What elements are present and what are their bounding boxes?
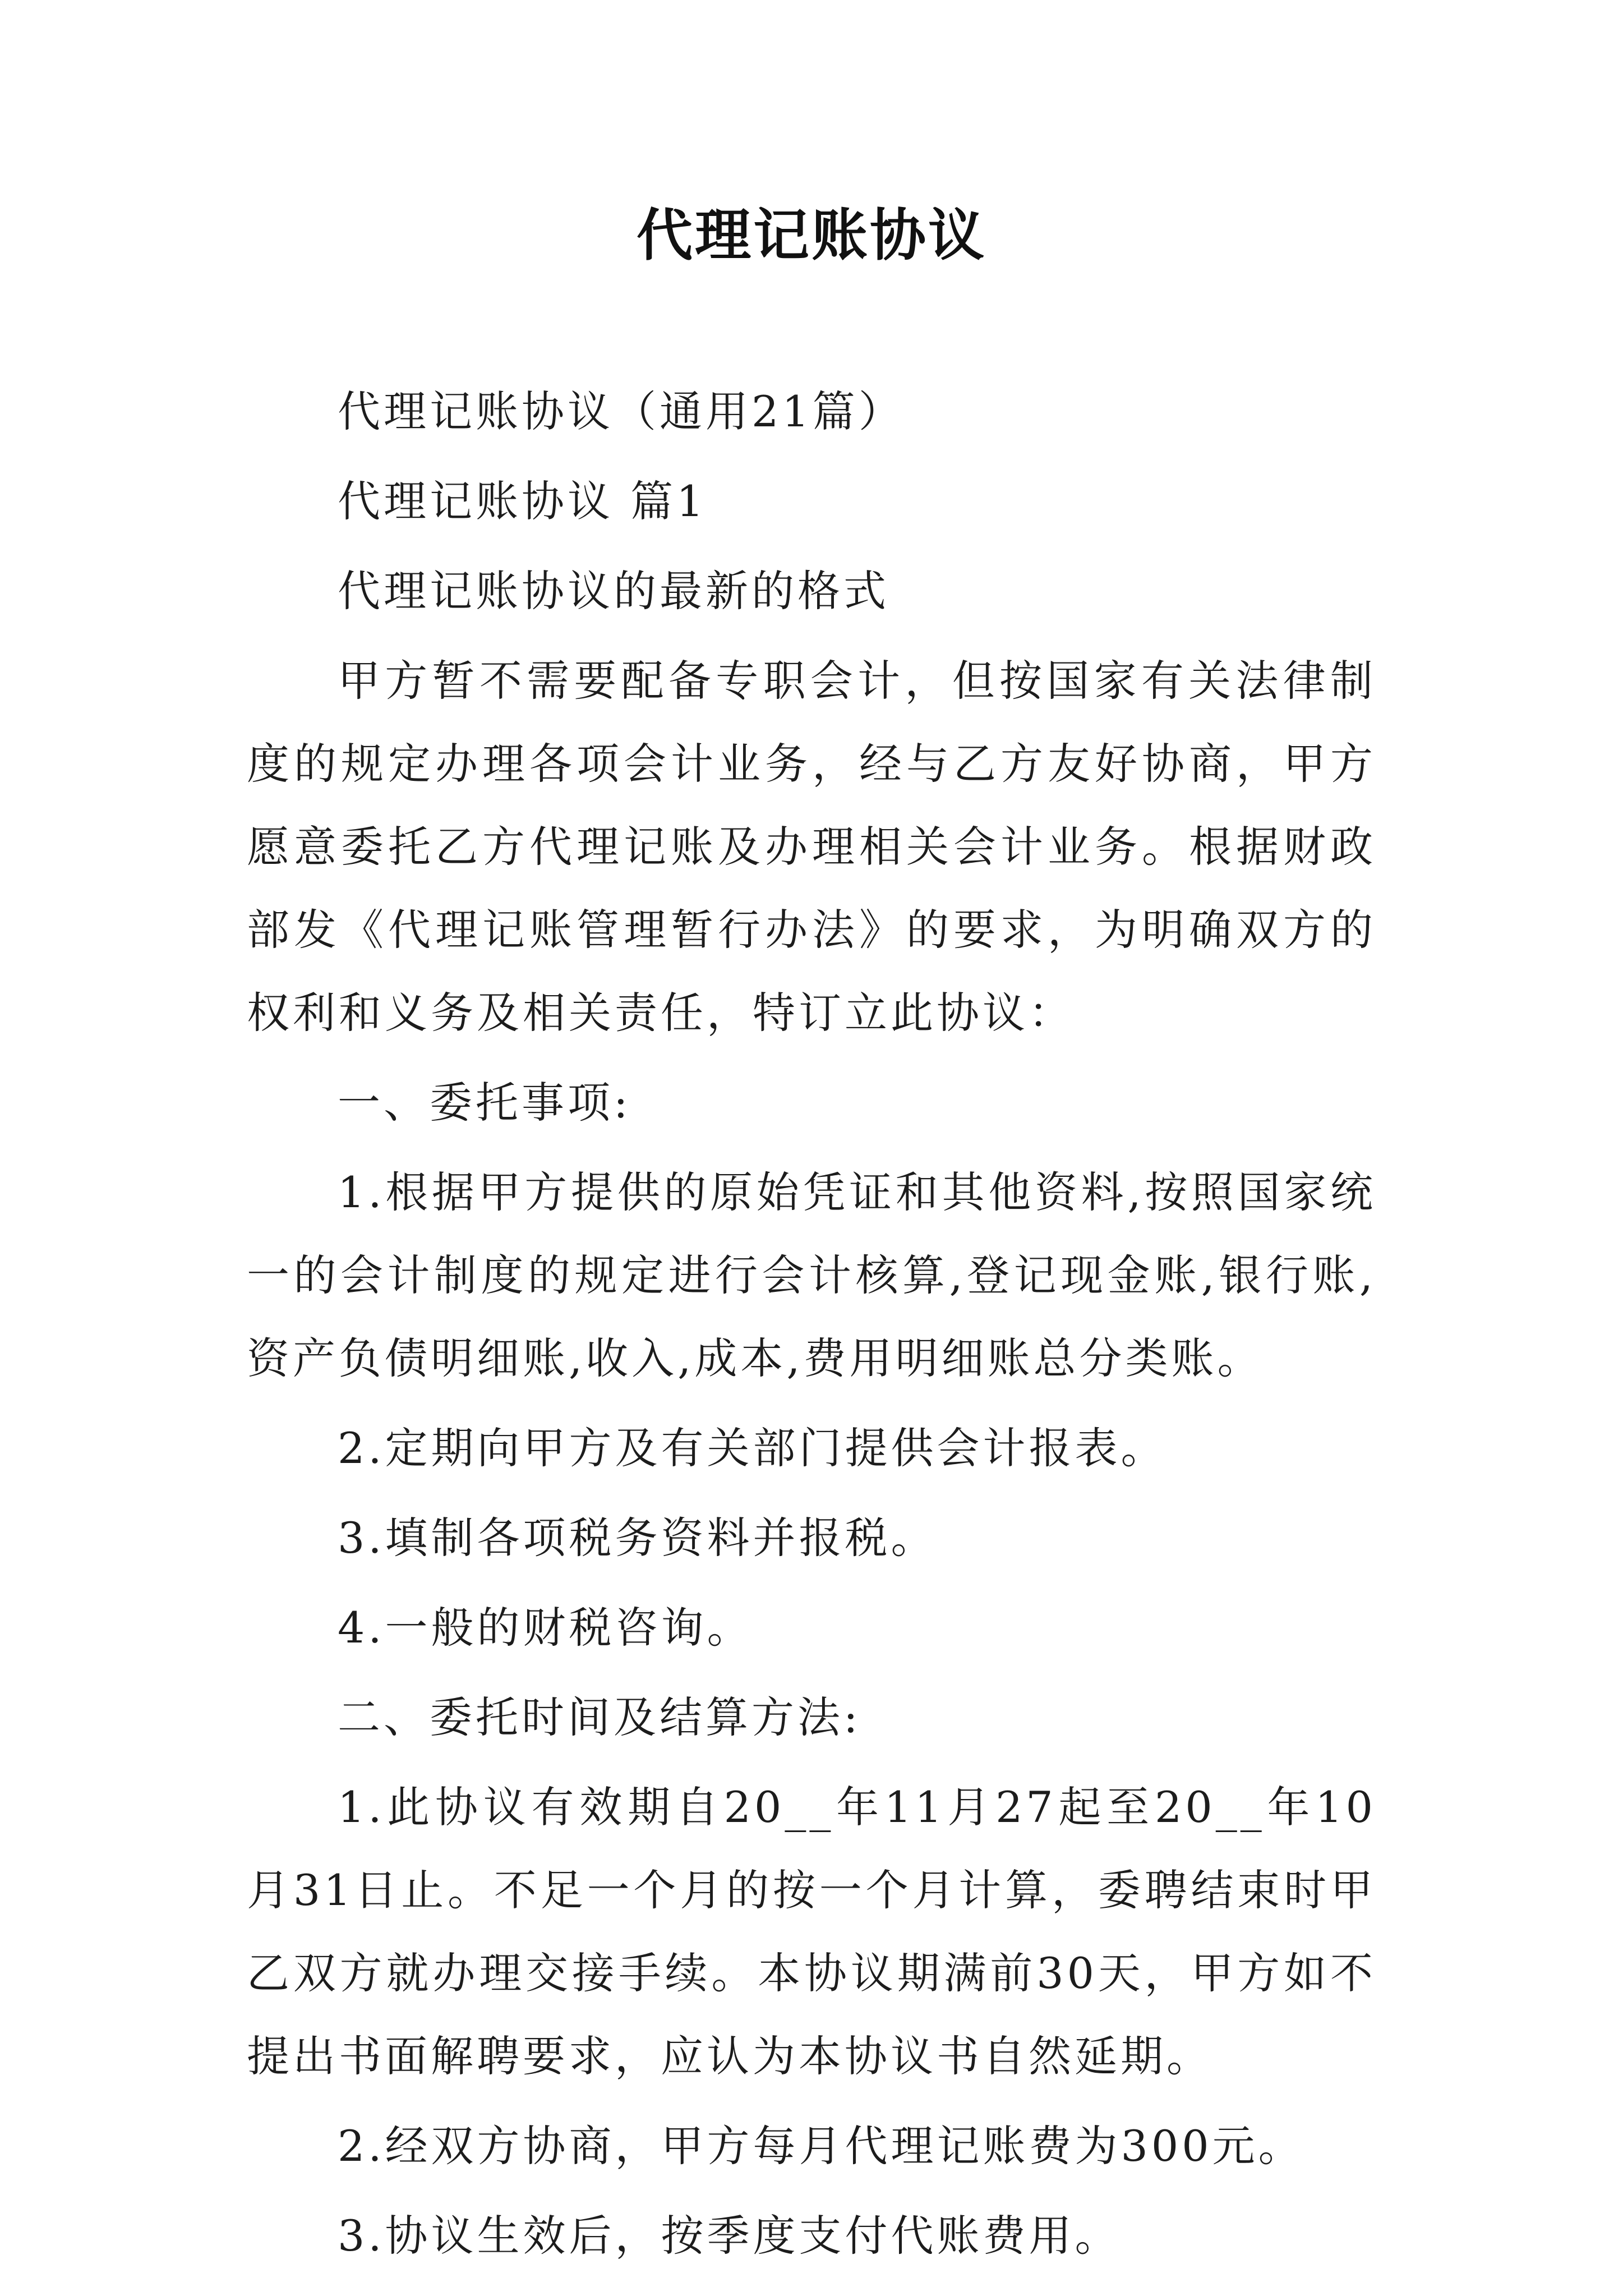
document-title: 代理记账协议 — [637, 203, 986, 268]
paragraph-clause-heading-1: 一、委托事项: — [338, 1078, 631, 1128]
paragraph-clause-1-2: 2.定期向甲方及有关部门提供会计报表。 — [338, 1423, 1167, 1473]
paragraph-section-heading: 代理记账协议 篇1 — [338, 476, 707, 526]
paragraph-format-heading: 代理记账协议的最新的格式 — [338, 566, 889, 616]
document-body — [247, 370, 1376, 2284]
paragraph-clause-1-1: 1.根据甲方提供的原始凭证和其他资料,按照国家统一的会计制度的规定进行会计核算,登记现金账,银行账,资产负债明细账,收入,成本,费用明细账总分类账。 — [247, 1167, 1376, 1383]
paragraph-clause-1-3: 3.填制各项税务资料并报税。 — [338, 1513, 937, 1563]
paragraph-clause-1-4: 4.一般的财税咨询。 — [338, 1603, 753, 1653]
paragraph-preamble: 甲方暂不需要配备专职会计，但按国家有关法律制度的规定办理各项会计业务，经与乙方友好协商，甲方愿意委托乙方代理记账及办理相关会计业务。根据财政部发《代理记账管理暂行办法》的要求，为明确双方的权利和义务及相关责任，特订立此协议： — [247, 656, 1376, 1038]
paragraph-clause-2-3: 3.协议生效后，按季度支付代账费用。 — [338, 2211, 1121, 2261]
paragraph-subtitle: 代理记账协议（通用21篇） — [338, 386, 905, 436]
paragraph-clause-heading-2: 二、委托时间及结算方法: — [338, 1692, 861, 1742]
paragraph-clause-2-1: 1.此协议有效期自20__年11月27起至20__年10月31日止。不足一个月的按一个月计算，委聘结束时甲乙双方就办理交接手续。本协议期满前30天，甲方如不提出书面解聘要求，应认为本协议书自然延期。 — [247, 1782, 1376, 2081]
paragraph-clause-2-2: 2.经双方协商，甲方每月代理记账费为300元。 — [338, 2121, 1304, 2171]
